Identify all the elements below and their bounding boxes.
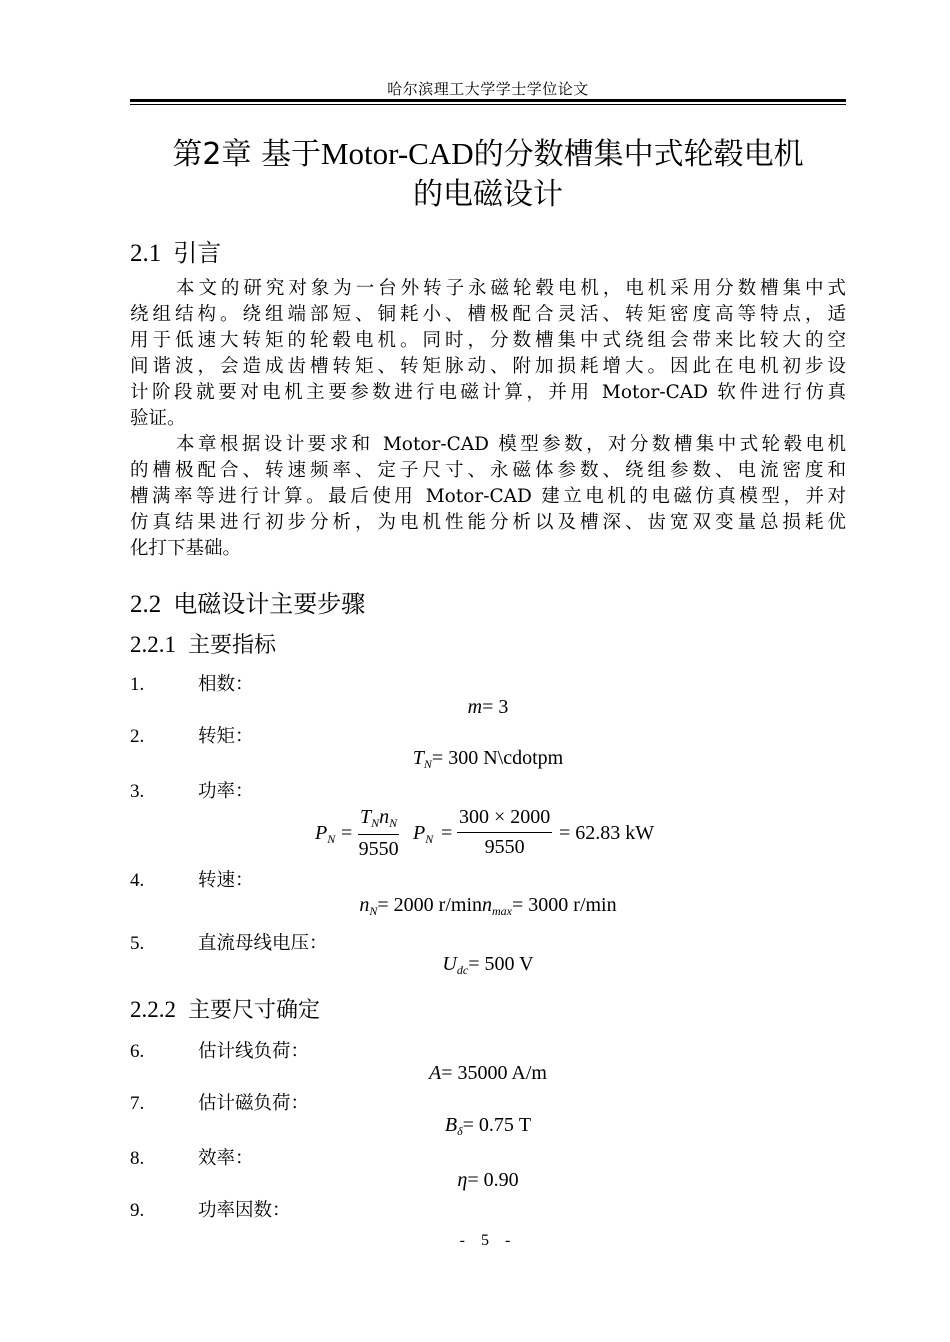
- eq-sub: max: [492, 904, 512, 918]
- eq-sub: N: [369, 904, 378, 918]
- eq-var: n: [482, 894, 492, 916]
- section-number: 2.2: [130, 591, 162, 618]
- section-heading-2-1: [130, 233, 221, 268]
- header-rule-thick: [130, 99, 846, 102]
- eq-var: m: [467, 696, 483, 718]
- eq-rhs: = 0.75 T: [462, 1114, 532, 1136]
- eq-var: P: [413, 822, 426, 844]
- section-title: 电磁设计主要步骤: [173, 590, 366, 618]
- chapter-title-line1: [110, 134, 866, 175]
- paragraph-line: 间谐波，会造成齿槽转矩、转矩脉动、附加损耗增大。因此在电机初步设: [130, 356, 846, 377]
- item-number: 1.: [130, 674, 145, 695]
- fraction-bar: [457, 832, 552, 833]
- item-number: 2.: [130, 726, 145, 747]
- paragraph-line: 用于低速大转矩的轮毂电机。同时，分数槽集中式绕组会带来比较大的空: [130, 330, 846, 351]
- eq-rhs: = 300 N\cdotpm: [431, 747, 564, 769]
- item-number: 3.: [130, 781, 145, 802]
- list-item: [130, 1037, 309, 1063]
- item-label: 功率：: [198, 781, 254, 802]
- eq-fraction-2: [457, 806, 552, 859]
- item-label: 直流母线电压：: [198, 933, 328, 954]
- subsection-heading-2-2-2: [130, 993, 320, 1024]
- eq-var: A: [429, 1062, 442, 1084]
- eq-rhs: = 3000 r/min: [512, 894, 617, 916]
- page-number: - 5 -: [459, 1232, 517, 1249]
- eq-mid: = 2000 r/min: [377, 894, 482, 916]
- equation-efficiency: [130, 1169, 846, 1192]
- eq-rhs: = 3: [482, 696, 509, 718]
- item-label: 效率：: [198, 1148, 254, 1169]
- fraction-bar: [358, 834, 399, 835]
- paragraph-line: 仿真结果进行初步分析，为电机性能分析以及槽深、齿宽双变量总损耗优: [130, 512, 846, 533]
- item-number: 5.: [130, 933, 145, 954]
- list-item: [130, 866, 254, 892]
- equation-magnetic-load: [130, 1114, 846, 1139]
- eq-var: n: [359, 894, 370, 916]
- paragraph-line: 化打下基础。: [130, 538, 242, 559]
- eq-sub: δ: [457, 1124, 463, 1138]
- section-number: 2.1: [130, 240, 162, 267]
- chapter-title-line2: 的电磁设计: [413, 177, 563, 212]
- subsection-heading-2-2-1: [130, 628, 276, 659]
- fraction-denominator: 9550: [484, 836, 525, 858]
- item-label: 转矩：: [198, 726, 254, 747]
- item-label: 相数：: [198, 674, 254, 695]
- fraction-denominator: 9550: [358, 838, 399, 860]
- equation-phase-count: [130, 696, 846, 719]
- subsection-number: 2.2.1: [130, 632, 176, 657]
- eq-sub: N: [389, 816, 398, 830]
- eq-lhs: [315, 822, 335, 847]
- equation-torque: [130, 747, 846, 772]
- equation-dc-bus-voltage: [130, 953, 846, 978]
- subsection-number: 2.2.2: [130, 997, 176, 1022]
- paragraph-line: 本文的研究对象为一台外转子永磁轮毂电机，电机采用分数槽集中式: [176, 278, 846, 299]
- eq-sub: N: [371, 816, 380, 830]
- section-heading-2-2: [130, 584, 365, 619]
- fraction-numerator: [358, 806, 399, 831]
- eq-rhs: = 0.90: [467, 1169, 519, 1191]
- item-number: 8.: [130, 1148, 145, 1169]
- eq-fraction-1: [358, 806, 399, 861]
- item-label: 估计线负荷：: [198, 1041, 310, 1062]
- eq-rhs: = 500 V: [468, 953, 534, 975]
- eq-var: T: [360, 806, 372, 828]
- eq-sub: N: [423, 757, 432, 771]
- paragraph-line: 的槽极配合、转速频率、定子尺寸、永磁体参数、绕组参数、电流密度和: [130, 460, 846, 481]
- list-item: [130, 1196, 291, 1222]
- running-header: 哈尔滨理工大学学士学位论文: [387, 80, 589, 98]
- list-item: [130, 777, 254, 803]
- item-number: 9.: [130, 1200, 145, 1221]
- equation-speed: [130, 894, 846, 919]
- eq-sub: dc: [456, 963, 469, 977]
- eq-var: n: [379, 806, 390, 828]
- eq-result: = 62.83 kW: [559, 822, 655, 844]
- eq-sub: N: [425, 832, 434, 846]
- item-label: 转速：: [198, 870, 254, 891]
- eq-equals: =: [341, 822, 353, 844]
- eq-mid: [413, 822, 433, 847]
- eq-var: P: [315, 822, 328, 844]
- item-number: 4.: [130, 870, 145, 891]
- intro-paragraph-2: [130, 432, 846, 562]
- chapter-title-latin: Motor-CAD: [320, 136, 474, 171]
- paragraph-line: 计阶段就要对电机主要参数进行电磁计算，并用 Motor-CAD 软件进行仿真: [130, 382, 846, 403]
- paragraph-line: 绕组结构。绕组端部短、铜耗小、槽极配合灵活、转矩密度高等特点，适: [130, 304, 846, 325]
- item-number: 7.: [130, 1093, 145, 1114]
- chapter-title: [110, 134, 866, 215]
- equation-power: [300, 806, 700, 866]
- subsection-title: 主要指标: [188, 633, 277, 658]
- eq-rhs: = 35000 A/m: [441, 1062, 547, 1084]
- header-rule-thin: [130, 104, 846, 105]
- list-item: [130, 1144, 254, 1170]
- list-item: [130, 1089, 309, 1115]
- eq-var: U: [442, 953, 457, 975]
- eq-sub: N: [327, 832, 336, 846]
- list-item: [130, 670, 254, 696]
- chapter-title-prefix: 第2章 基于: [172, 137, 321, 172]
- intro-paragraph-1: [130, 276, 846, 432]
- item-label: 功率因数：: [198, 1200, 291, 1221]
- chapter-title-rest: 的分数槽集中式轮毂电机: [473, 137, 804, 172]
- item-number: 6.: [130, 1041, 145, 1062]
- eq-equals: =: [441, 822, 453, 844]
- eq-var: η: [457, 1169, 468, 1191]
- subsection-title: 主要尺寸确定: [188, 998, 321, 1023]
- list-item: [130, 722, 254, 748]
- list-item: [130, 929, 328, 955]
- eq-var: B: [444, 1114, 458, 1136]
- paragraph-line: 本章根据设计要求和 Motor-CAD 模型参数，对分数槽集中式轮毂电机: [176, 434, 846, 455]
- item-label: 估计磁负荷：: [198, 1093, 310, 1114]
- paragraph-line: 槽满率等进行计算。最后使用 Motor-CAD 建立电机的电磁仿真模型，并对: [130, 486, 846, 507]
- eq-var: T: [412, 747, 424, 769]
- section-title: 引言: [173, 239, 222, 267]
- paragraph-line: 验证。: [130, 408, 186, 429]
- equation-line-load: [130, 1062, 846, 1085]
- fraction-numerator: 300 × 2000: [459, 806, 551, 828]
